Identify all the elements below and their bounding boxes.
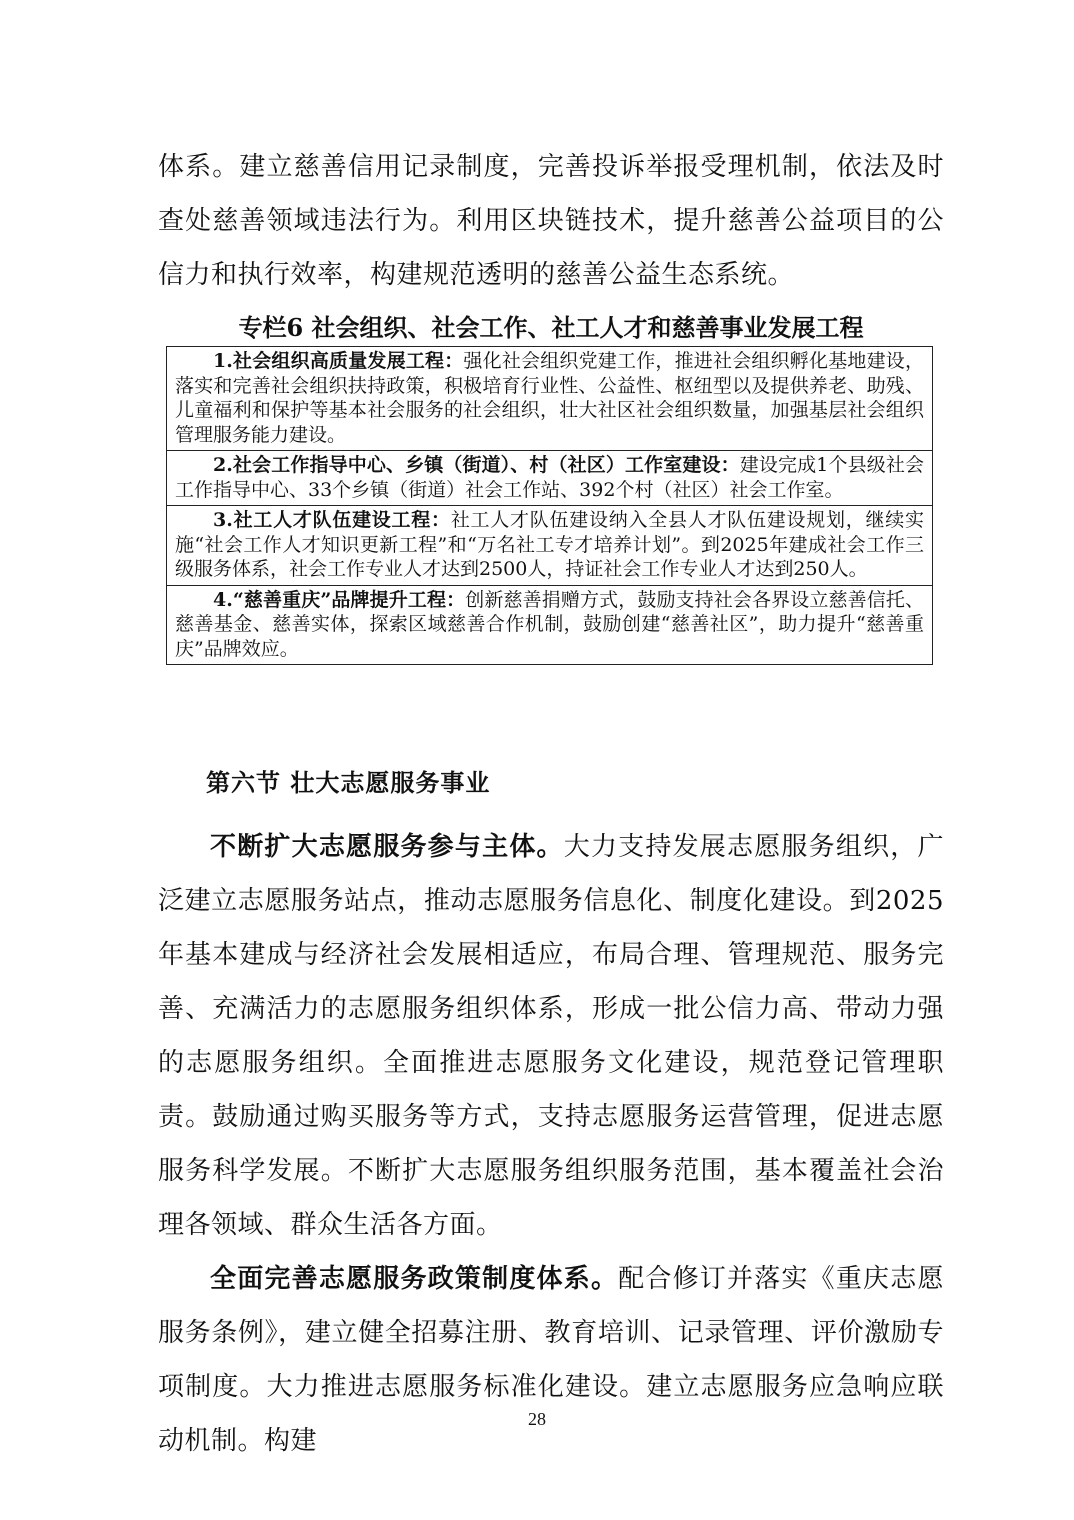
box-item-4 (167, 586, 932, 665)
paragraph-lead: 不断扩大志愿服务参与主体。 (210, 832, 564, 862)
page-number: 28 (528, 1409, 546, 1429)
section-paragraph-1 (158, 820, 944, 1252)
paragraph-lead: 全面完善志愿服务政策制度体系。 (210, 1264, 619, 1294)
box-item-text: 强化社会组织党建工作，推进社会组织孵化基地建设，落实和完善社会组织扶持政策，积极培育行业性、公益性、枢纽型以及提供养老、助残、儿童福利和保护等基本社会服务的社会组织，壮大社区社会组织数量，加强基层社会组织管理服务能力建设。 (175, 350, 924, 446)
box-item-text: 创新慈善捐赠方式，鼓励支持社会各界设立慈善信托、慈善基金、慈善实体，探索区域慈善合作机制，鼓励创建“慈善社区”，助力提升“慈善重庆”品牌效应。 (175, 588, 924, 660)
top-paragraph: 体系。建立慈善信用记录制度，完善投诉举报受理机制，依法及时查处慈善领域违法行为。利用区块链技术，提升慈善公益项目的公信力和执行效率，构建规范透明的慈善公益生态系统。 (158, 152, 944, 290)
box-item-2 (167, 451, 932, 506)
column-box-title: 专栏6 社会组织、社会工作、社工人才和慈善事业发展工程 (238, 313, 864, 342)
box-item-heading: 4.“慈善重庆”品牌提升工程： (213, 588, 466, 611)
box-item-heading: 3.社工人才队伍建设工程： (213, 509, 451, 531)
box-item-text: 社工人才队伍建设纳入全县人才队伍建设规划，继续实施“社会工作人才知识更新工程”和“万名社工专才培养计划”。到2025年建成社会工作三级服务体系，社会工作专业人才达到2500人，持证社会工作专业人才达到250人。 (175, 509, 924, 580)
section-heading: 第六节 壮大志愿服务事业 (206, 768, 491, 797)
paragraph-text: 大力支持发展志愿服务组织，广泛建立志愿服务站点，推动志愿服务信息化、制度化建设。到2025年基本建成与经济社会发展相适应，布局合理、管理规范、服务完善、充满活力的志愿服务组织体系，形成一批公信力高、带动力强的志愿服务组织。全面推进志愿服务文化建设，规范登记管理职责。鼓励通过购买服务等方式，支持志愿服务运营管理，促进志愿服务科学发展。不断扩大志愿服务组织服务范围，基本覆盖社会治理各领域、群众生活各方面。 (158, 832, 944, 1240)
top-paragraph-block (158, 140, 944, 302)
box-item-text: 建设完成1个县级社会工作指导中心、33个乡镇（街道）社会工作站、392个村（社区）社会工作室。 (175, 454, 924, 501)
box-item-1 (167, 347, 932, 451)
box-item-heading: 2.社会工作指导中心、乡镇（街道）、村（社区）工作室建设： (213, 454, 740, 476)
box-item-3 (167, 506, 932, 586)
section-paragraph-2 (158, 1252, 944, 1468)
section-body (158, 820, 944, 1468)
paragraph-text: 配合修订并落实《重庆志愿服务条例》，建立健全招募注册、教育培训、记录管理、评价激励专项制度。大力推进志愿服务标准化建设。建立志愿服务应急响应联动机制。构建 (158, 1264, 944, 1456)
box-item-heading: 1.社会组织高质量发展工程： (213, 350, 464, 372)
column-box (166, 346, 933, 665)
